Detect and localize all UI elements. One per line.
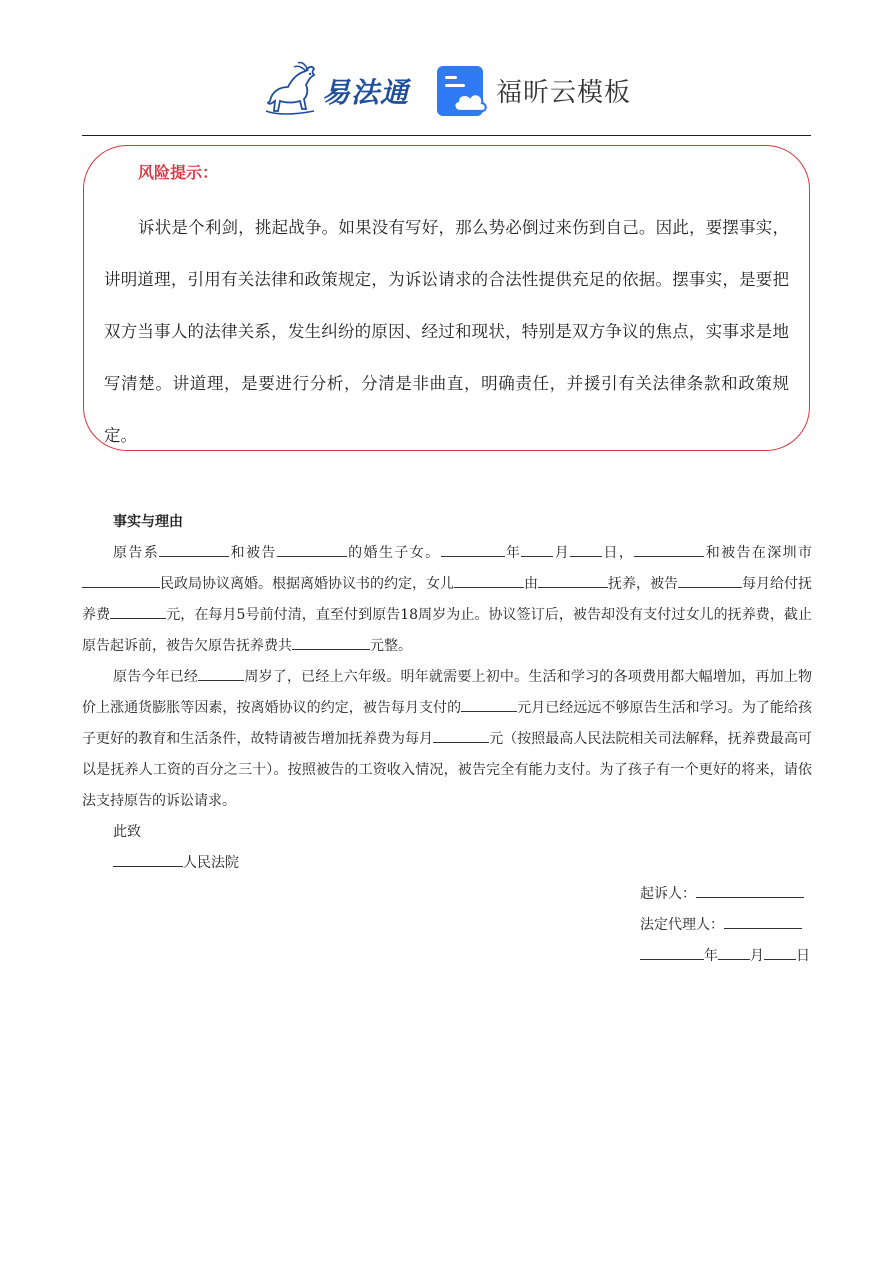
court-name-blank[interactable] [113,848,183,867]
yifatong-brand-text: 易法通 [322,76,410,109]
risk-notice-body: 诉状是个利剑，挑起战争。如果没有写好，那么势必倒过来伤到自己。因此，要摆事实，讲明道理，引用有关法律和政策规定，为诉讼请求的合法性提供充足的依据。摆事实，是要把双方当事人的法律关系，发生纠纷的原因、经过和现状，特别是双方争议的焦点，实事求是地写清楚。讲道理，是要进行分析，分清是非曲直，明确责任，并援引有关法律条款和政策规定。 [104,218,789,445]
horse-logo-icon [262,61,320,117]
blank-field[interactable] [82,569,160,588]
cloud-document-icon [436,65,488,117]
month-blank[interactable] [718,941,750,960]
blank-field[interactable] [634,538,704,557]
blank-field[interactable] [292,631,370,650]
blank-field[interactable] [454,569,524,588]
blank-field[interactable] [461,693,517,712]
blank-field[interactable] [198,662,244,681]
complaint-document [82,510,812,972]
blank-field[interactable] [570,538,602,557]
agent-blank[interactable] [724,910,802,929]
date-line: 年 月 日 [82,941,812,972]
yifatong-logo [262,61,412,119]
facts-paragraph-2: 原告今年已经 周岁了，已经上六年级。明年就需要上初中。生活和学习的各项费用都大幅增加，再加上物价上涨通货膨胀等因素，按离婚协议的约定，被告每月支付的 元月已经远远不够原告生活和学习。为了能给孩子更好的教育和生活条件，故特请被告增加抚养费为每月 元（按照最高人民法院相关司法解释，抚养费最高可以是抚养人工资的百分之三十）。按照被告的工资收入情况，被告完全有能力支付。为了孩子有一个更好的将来，请依法支持原告的诉讼请求。 [82,662,812,817]
agent-line: 法定代理人： [82,910,812,941]
page-header [0,55,893,125]
blank-field[interactable] [538,569,608,588]
fuxinyun-brand-text: 福昕云模板 [496,78,632,108]
court-line: 人民法院 [82,848,812,879]
section-heading: 事实与理由 [113,514,183,530]
blank-field[interactable] [433,724,489,743]
plaintiff-line: 起诉人： [82,879,812,910]
fuxinyun-logo [436,65,646,119]
blank-field[interactable] [678,569,742,588]
header-divider [82,135,811,136]
blank-field[interactable] [441,538,505,557]
risk-notice-box [83,145,810,451]
facts-paragraph-1: 原告系 和被告 的婚生子女。 年 月 日， 和被告在深圳市民政局协议离婚。根据离婚协议书的约定，女儿 由 抚养，被告 每月给付抚养费 元，在每月5号前付清，直至付到原告18周岁为止。协议签订后，被告却没有支付过女儿的抚养费，截止原告起诉前，被告欠原告抚养费共 元整。 [82,538,812,662]
blank-field[interactable] [521,538,553,557]
day-blank[interactable] [764,941,796,960]
blank-field[interactable] [110,600,166,619]
risk-notice-title: 风险提示： [138,163,219,182]
blank-field[interactable] [277,538,347,557]
plaintiff-blank[interactable] [696,879,804,898]
salutation: 此致 [113,824,141,840]
year-blank[interactable] [640,941,704,960]
blank-field[interactable] [159,538,229,557]
